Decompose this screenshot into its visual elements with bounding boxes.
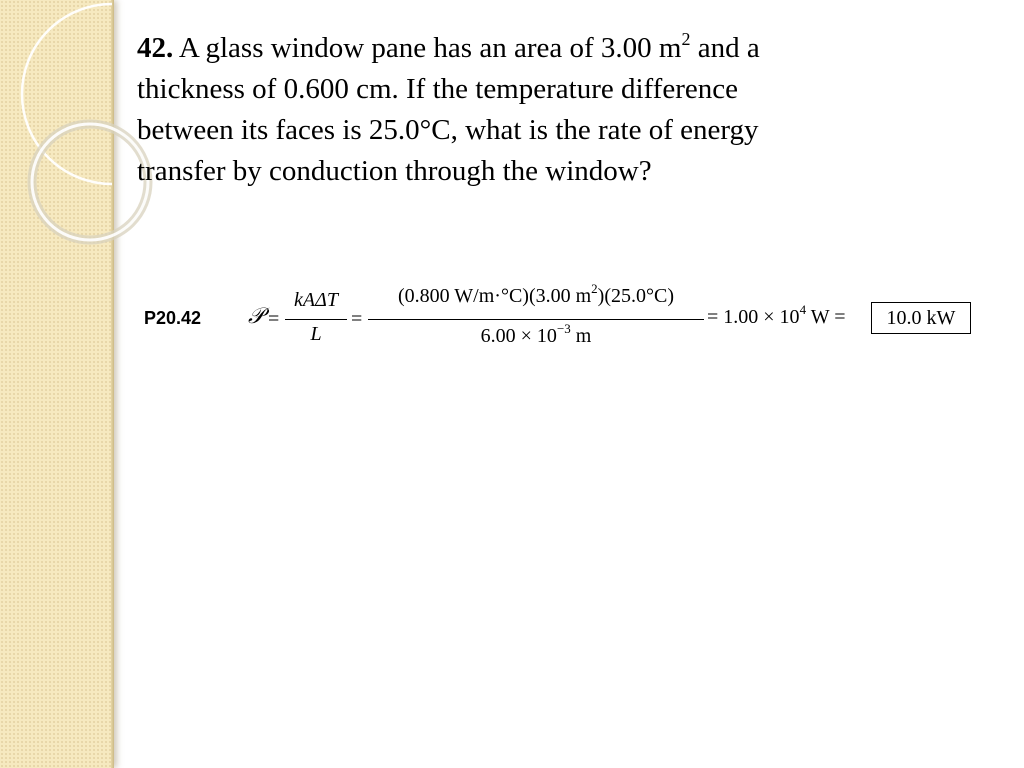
fraction-2-denominator-part-1: 6.00 × 10: [480, 325, 557, 347]
fraction-1-numerator: kAΔT: [294, 289, 338, 311]
fraction-2-numerator-part-2: )(25.0°C): [597, 285, 674, 307]
result-part-1: = 1.00 × 10: [707, 306, 800, 328]
equals-sign-2: =: [351, 308, 363, 330]
answer-box: 10.0 kW: [871, 302, 971, 334]
result-part-2: W =: [806, 306, 846, 328]
result-superscript: 4: [799, 302, 807, 317]
solution-equation: [144, 280, 984, 360]
problem-line-3: between its faces is 25.0°C, what is the rate of energy: [137, 114, 759, 146]
equals-sign-1: =: [268, 308, 280, 330]
problem-number: 42.: [137, 32, 174, 64]
fraction-2-numerator-superscript: 2: [591, 281, 598, 296]
fraction-2-numerator: [366, 281, 706, 308]
fraction-2-bar: [368, 319, 704, 320]
power-symbol: 𝒫: [248, 304, 264, 329]
fraction-2-denominator-superscript: −3: [556, 321, 571, 336]
result-expression: [707, 302, 846, 329]
solution-label: P20.42: [144, 308, 202, 328]
problem-line-1-superscript: 2: [681, 29, 691, 49]
fraction-2-numerator-part-1: (0.800 W/m·°C)(3.00 m: [398, 285, 592, 307]
problem-line-1-text: A glass window pane has an area of 3.00 m: [173, 32, 682, 64]
fraction-1-bar: [285, 319, 347, 320]
problem-line-4: transfer by conduction through the window?: [137, 155, 652, 187]
problem-line-2: thickness of 0.600 cm. If the temperature difference: [137, 73, 738, 105]
problem-text: [137, 28, 897, 192]
problem-line-1-tail: and a: [690, 32, 760, 64]
fraction-1-denominator: L: [310, 323, 322, 345]
fraction-2-denominator-part-2: m: [570, 325, 592, 347]
fraction-2-denominator: [366, 321, 706, 348]
problem-line-1: [137, 28, 897, 69]
